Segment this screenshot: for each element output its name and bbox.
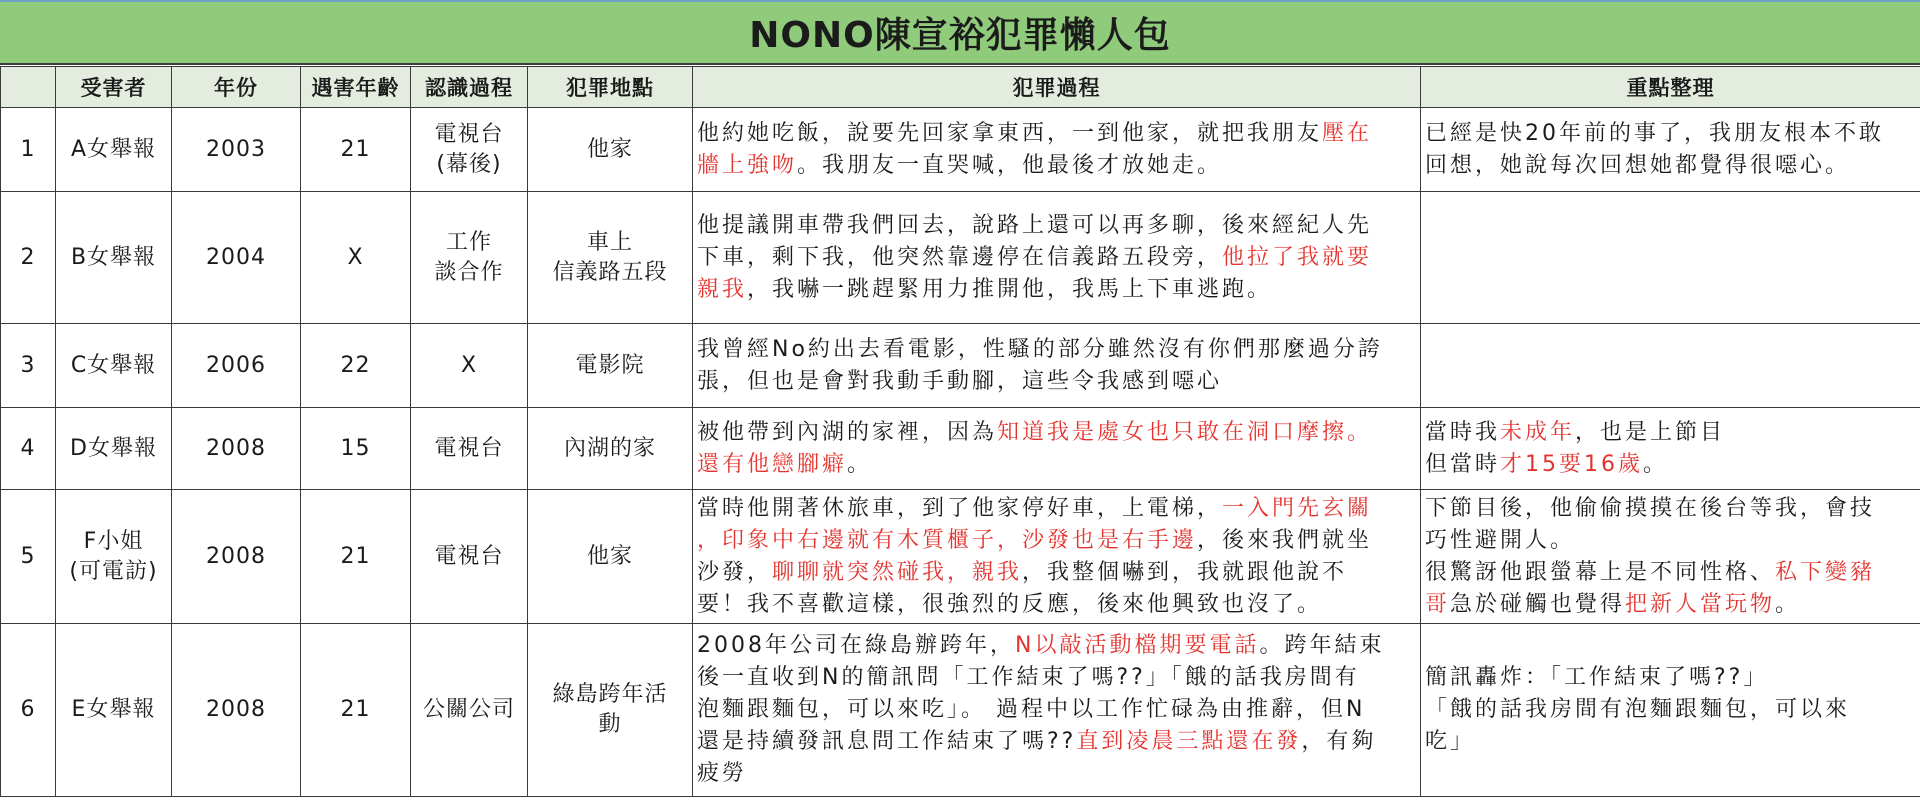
text-segment: 急於碰觸也覺得 (1450, 591, 1626, 617)
header-age: 遇害年齡 (301, 67, 411, 108)
text-segment: 簡訊轟炸：「工作結束了嗎??」 (1425, 665, 1769, 690)
cell-crime-details (693, 624, 1421, 797)
cell-location (528, 192, 693, 324)
cell-key-points (1421, 408, 1920, 490)
cell-acquaintance (411, 408, 528, 490)
text-segment: 很驚訝他跟螢幕上是不同性格、 (1425, 559, 1776, 585)
cell-acquaintance (411, 192, 528, 324)
highlighted-text: ，印象中右邊就有木質櫃子，沙發也是右手邊 (697, 527, 1198, 553)
text-segment: 泡麵跟麵包，可以來吃」。 過程中以工作忙碌為由推辭，但N (697, 697, 1366, 722)
text-line (1425, 150, 1916, 182)
cell-crime-details (693, 108, 1421, 192)
text-line: 綠島跨年活 (552, 682, 668, 707)
text-line (697, 525, 1416, 557)
text-segment: 被他帶到內湖的家裡，因為 (697, 419, 998, 445)
highlighted-text: N以敲活動檔期要電話 (1015, 633, 1260, 658)
text-segment: 2008年公司在綠島辦跨年， (697, 633, 1015, 658)
text-line: (可電訪) (69, 558, 158, 584)
cell-acquaintance (411, 624, 528, 797)
highlighted-text: 聊聊就突然碰我，親我 (772, 559, 1023, 585)
text-line (697, 274, 1416, 306)
text-segment: 。 (847, 451, 873, 477)
cell-victim (56, 192, 172, 324)
cell-key-points (1421, 192, 1920, 324)
text-line: 信義路五段 (552, 259, 668, 285)
header-acquaintance: 認識過程 (411, 67, 528, 108)
text-segment: 。我朋友一直哭喊，他最後才放她走。 (797, 152, 1223, 178)
text-segment: 沙發， (697, 559, 773, 585)
text-segment: 巧性避開人。 (1425, 527, 1576, 553)
cell-year: 2008 (172, 408, 301, 490)
cell-victim (56, 108, 172, 192)
text-line (697, 150, 1416, 182)
text-segment: ，後來我們就坐 (1197, 527, 1373, 553)
text-segment: 已經是快20年前的事了，我朋友根本不敢 (1425, 120, 1884, 146)
highlighted-text: 把新人當玩物 (1625, 591, 1776, 617)
text-line (697, 662, 1416, 694)
text-line (1425, 118, 1916, 150)
cell-index: 3 (1, 324, 56, 408)
text-line (697, 493, 1416, 525)
table-row (1, 324, 1920, 408)
text-line: F小姐 (83, 528, 144, 554)
text-line: 公關公司 (422, 697, 515, 722)
header-location: 犯罪地點 (528, 67, 693, 108)
text-line (697, 694, 1416, 726)
cell-victim (56, 408, 172, 490)
text-segment: 下車，剩下我，他突然靠邊停在信義路五段旁， (697, 244, 1223, 270)
highlighted-text: 哥 (1425, 591, 1451, 617)
text-segment: 吃」 (1425, 729, 1476, 754)
text-line: 電視台 (434, 121, 504, 147)
text-line (1425, 493, 1916, 525)
header-crime-details: 犯罪過程 (693, 67, 1421, 108)
highlighted-text: 壓在 (1322, 120, 1373, 146)
highlighted-text: 才15要16歲 (1500, 451, 1644, 477)
text-segment: 當時他開著休旅車，到了他家停好車，上電梯， (697, 495, 1223, 521)
text-segment: 。跨年結束 (1259, 633, 1385, 658)
cell-year: 2004 (172, 192, 301, 324)
crime-summary-table (0, 66, 1920, 797)
cell-age: 21 (301, 624, 411, 797)
highlighted-text: 直到凌晨三點還在發 (1076, 729, 1302, 754)
text-segment: 下節目後，他偷偷摸摸在後台等我，會技 (1425, 495, 1876, 521)
cell-age: 21 (301, 108, 411, 192)
text-segment: 我曾經No約出去看電影，性騷的部分雖然沒有你們那麼過分誇 (697, 336, 1383, 362)
text-line (697, 417, 1416, 449)
table-row (1, 624, 1920, 797)
cell-location (528, 108, 693, 192)
cell-victim (56, 490, 172, 624)
text-segment: 「餓的話我房間有泡麵跟麵包，可以來 (1425, 697, 1851, 722)
text-segment: 後一直收到N的簡訊問「工作結束了嗎??」「餓的話我房間有 (697, 665, 1360, 690)
text-segment: 疲勞 (697, 761, 748, 786)
cell-location (528, 624, 693, 797)
text-line: 電影院 (575, 352, 645, 378)
highlighted-text: 私下變豬 (1775, 559, 1876, 585)
text-line (1425, 525, 1916, 557)
text-segment: 。 (1643, 451, 1669, 477)
text-line (697, 242, 1416, 274)
sheet-title: NONO陳宣裕犯罪懶人包 (749, 15, 1171, 56)
header-index (1, 67, 56, 108)
cell-crime-details (693, 490, 1421, 624)
text-line (697, 630, 1416, 662)
text-segment: 當時我 (1425, 419, 1501, 445)
text-line: 電視台 (434, 435, 504, 461)
cell-crime-details (693, 192, 1421, 324)
text-line: 他家 (586, 136, 633, 162)
highlighted-text: 牆上強吻 (697, 152, 798, 178)
cell-year: 2003 (172, 108, 301, 192)
text-segment: 要！我不喜歡這樣，很強烈的反應，後來他興致也沒了。 (697, 591, 1323, 617)
text-line: 動 (598, 712, 622, 737)
cell-location (528, 408, 693, 490)
text-line (697, 334, 1416, 366)
cell-location (528, 324, 693, 408)
table-row (1, 108, 1920, 192)
text-line (1425, 417, 1916, 449)
header-victim: 受害者 (56, 67, 172, 108)
text-segment: ，我嚇一跳趕緊用力推開他，我馬上下車逃跑。 (747, 276, 1273, 302)
cell-year: 2008 (172, 624, 301, 797)
text-line (1425, 694, 1916, 726)
text-segment: ，我整個嚇到，我就跟他說不 (1022, 559, 1348, 585)
text-segment: ，有夠 (1301, 729, 1377, 754)
text-line (697, 210, 1416, 242)
cell-age: 22 (301, 324, 411, 408)
header-year: 年份 (172, 67, 301, 108)
cell-victim (56, 624, 172, 797)
text-line (697, 366, 1416, 398)
text-line: 談合作 (434, 259, 504, 285)
cell-index: 1 (1, 108, 56, 192)
cell-acquaintance (411, 108, 528, 192)
highlighted-text: 還有他戀腳癖 (697, 451, 848, 477)
cell-key-points (1421, 324, 1920, 408)
cell-age: 21 (301, 490, 411, 624)
cell-acquaintance (411, 490, 528, 624)
text-segment: 。 (1775, 591, 1801, 617)
cell-crime-details (693, 324, 1421, 408)
text-line (697, 726, 1416, 758)
text-line (697, 118, 1416, 150)
sheet-title-bar (0, 0, 1920, 65)
cell-key-points (1421, 490, 1920, 624)
table-body (1, 108, 1920, 797)
text-line: X (460, 352, 478, 378)
text-line: 車上 (586, 229, 633, 255)
header-key-points: 重點整理 (1421, 67, 1920, 108)
text-segment: ，也是上節目 (1575, 419, 1726, 445)
cell-key-points (1421, 108, 1920, 192)
text-line (1425, 449, 1916, 481)
highlighted-text: 未成年 (1500, 419, 1576, 445)
cell-index: 5 (1, 490, 56, 624)
text-line: C女舉報 (70, 352, 157, 378)
highlighted-text: 親我 (697, 276, 748, 302)
text-line (697, 557, 1416, 589)
cell-crime-details (693, 408, 1421, 490)
highlighted-text: 知道我是處女也只敢在洞口摩擦。 (997, 419, 1373, 445)
text-segment: 但當時 (1425, 451, 1501, 477)
text-line (1425, 557, 1916, 589)
text-segment: 他約她吃飯，說要先回家拿東西，一到他家，就把我朋友 (697, 120, 1323, 146)
cell-age: X (301, 192, 411, 324)
text-line: D女舉報 (70, 435, 157, 461)
text-line (1425, 662, 1916, 694)
text-line: 他家 (586, 543, 633, 569)
highlighted-text: 一入門先玄關 (1222, 495, 1373, 521)
text-line (1425, 726, 1916, 758)
text-segment: 回想，她說每次回想她都覺得很噁心。 (1425, 152, 1851, 178)
table-row (1, 408, 1920, 490)
table-row (1, 490, 1920, 624)
text-line (697, 589, 1416, 621)
text-line (697, 449, 1416, 481)
text-segment: 他提議開車帶我們回去，說路上還可以再多聊，後來經紀人先 (697, 212, 1373, 238)
text-segment: 還是持續發訊息問工作結束了嗎?? (697, 729, 1077, 754)
text-line: A女舉報 (70, 136, 157, 162)
cell-acquaintance (411, 324, 528, 408)
cell-victim (56, 324, 172, 408)
text-line: 工作 (445, 229, 492, 255)
text-line: 內湖的家 (563, 435, 656, 461)
cell-index: 4 (1, 408, 56, 490)
cell-index: 2 (1, 192, 56, 324)
header-row (1, 67, 1920, 108)
cell-location (528, 490, 693, 624)
cell-age: 15 (301, 408, 411, 490)
text-line (1425, 589, 1916, 621)
text-line: 電視台 (434, 543, 504, 569)
table-row (1, 192, 1920, 324)
text-line: (幕後) (436, 151, 502, 177)
cell-index: 6 (1, 624, 56, 797)
highlighted-text: 他拉了我就要 (1222, 244, 1373, 270)
text-line (697, 758, 1416, 790)
text-line: E女舉報 (71, 697, 156, 722)
cell-year: 2008 (172, 490, 301, 624)
cell-key-points (1421, 624, 1920, 797)
text-line: B女舉報 (70, 244, 157, 270)
text-segment: 張，但也是會對我動手動腳，這些令我感到噁心 (697, 368, 1223, 394)
cell-year: 2006 (172, 324, 301, 408)
